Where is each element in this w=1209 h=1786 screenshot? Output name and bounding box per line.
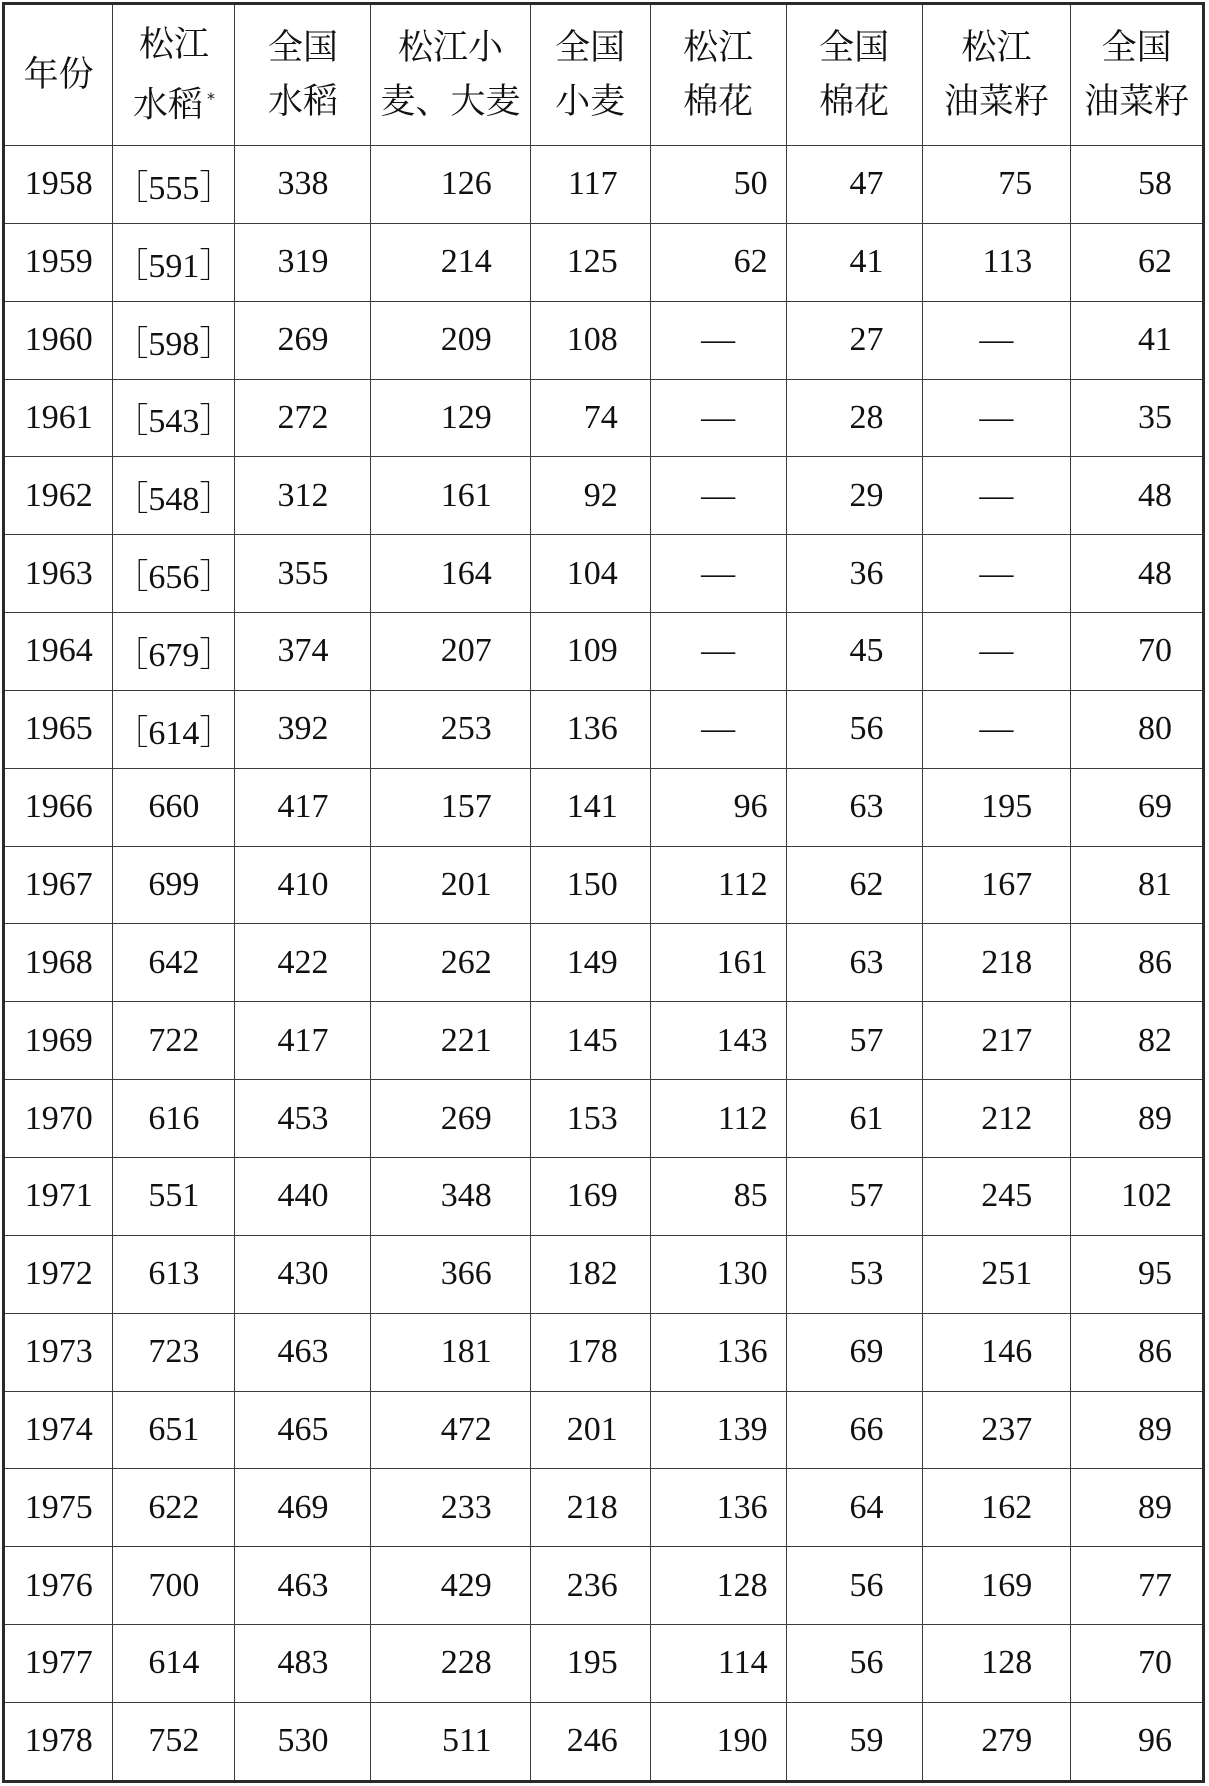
value-cell: 167 (922, 846, 1071, 924)
value-cell: 89 (1071, 1391, 1204, 1469)
value-cell: 41 (786, 223, 922, 301)
value-cell: 209 (371, 301, 530, 379)
year-cell: 1972 (4, 1235, 113, 1313)
value-cell: — (650, 535, 786, 613)
year-cell: 1978 (4, 1702, 113, 1781)
value-cell: ［555］ (113, 146, 235, 224)
value-cell: 102 (1071, 1157, 1204, 1235)
table-row (4, 301, 1204, 379)
value-cell: 207 (371, 613, 530, 691)
value-cell: 56 (786, 1625, 922, 1703)
value-cell: 85 (650, 1157, 786, 1235)
value-cell: 59 (786, 1702, 922, 1781)
column-header-line: 棉花 (819, 82, 890, 122)
value-cell: 70 (1071, 1625, 1204, 1703)
year-cell: 1961 (4, 379, 113, 457)
value-cell: 642 (113, 924, 235, 1002)
value-cell: 69 (1071, 768, 1204, 846)
value-cell: 62 (650, 223, 786, 301)
year-cell: 1964 (4, 613, 113, 691)
column-header-line: 松江小 (398, 28, 504, 68)
value-cell: 63 (786, 924, 922, 1002)
value-cell: 92 (530, 457, 650, 535)
value-cell: 472 (371, 1391, 530, 1469)
column-header-line: 棉花 (683, 82, 754, 122)
year-cell: 1965 (4, 690, 113, 768)
value-cell: 221 (371, 1002, 530, 1080)
table-row (4, 1469, 1204, 1547)
table-row (4, 1625, 1204, 1703)
column-header (786, 4, 922, 146)
value-cell: 269 (235, 301, 371, 379)
table-row (4, 1547, 1204, 1625)
column-header-line: 全国 (819, 28, 890, 68)
table-row (4, 846, 1204, 924)
table-body (4, 146, 1204, 1782)
value-cell: 82 (1071, 1002, 1204, 1080)
value-cell: 61 (786, 1080, 922, 1158)
value-cell: 233 (371, 1469, 530, 1547)
value-cell: 108 (530, 301, 650, 379)
column-header-line: 松江 (138, 24, 209, 65)
value-cell: 752 (113, 1702, 235, 1781)
value-cell: 162 (922, 1469, 1071, 1547)
value-cell: ［614］ (113, 690, 235, 768)
value-cell: 660 (113, 768, 235, 846)
column-header-line: 全国 (1101, 28, 1172, 68)
value-cell: ［543］ (113, 379, 235, 457)
value-cell: 89 (1071, 1469, 1204, 1547)
value-cell: 551 (113, 1157, 235, 1235)
value-cell: ［679］ (113, 613, 235, 691)
value-cell: 64 (786, 1469, 922, 1547)
value-cell: — (650, 613, 786, 691)
year-cell: 1967 (4, 846, 113, 924)
value-cell: — (922, 690, 1071, 768)
column-header-line: 年份 (23, 55, 94, 95)
value-cell: 190 (650, 1702, 786, 1781)
column-header (113, 4, 235, 146)
column-header (530, 4, 650, 146)
value-cell: 483 (235, 1625, 371, 1703)
value-cell: 80 (1071, 690, 1204, 768)
value-cell: 251 (922, 1235, 1071, 1313)
value-cell: 58 (1071, 146, 1204, 224)
value-cell: 112 (650, 846, 786, 924)
value-cell: — (922, 379, 1071, 457)
table-row (4, 146, 1204, 224)
value-cell: 48 (1071, 457, 1204, 535)
year-cell: 1959 (4, 223, 113, 301)
column-header (235, 4, 371, 146)
value-cell: 69 (786, 1313, 922, 1391)
year-cell: 1963 (4, 535, 113, 613)
value-cell: — (922, 301, 1071, 379)
value-cell: 440 (235, 1157, 371, 1235)
table-row (4, 1702, 1204, 1781)
value-cell: — (922, 613, 1071, 691)
value-cell: 146 (922, 1313, 1071, 1391)
value-cell: 28 (786, 379, 922, 457)
table-row (4, 924, 1204, 1002)
table-row (4, 613, 1204, 691)
value-cell: 29 (786, 457, 922, 535)
value-cell: 136 (650, 1469, 786, 1547)
value-cell: 453 (235, 1080, 371, 1158)
value-cell: 41 (1071, 301, 1204, 379)
value-cell: 62 (1071, 223, 1204, 301)
table-row (4, 1235, 1204, 1313)
column-header-line: 油菜籽 (943, 82, 1049, 122)
value-cell: 96 (650, 768, 786, 846)
value-cell: 214 (371, 223, 530, 301)
value-cell: 77 (1071, 1547, 1204, 1625)
value-cell: 149 (530, 924, 650, 1002)
value-cell: 246 (530, 1702, 650, 1781)
value-cell: 269 (371, 1080, 530, 1158)
value-cell: 145 (530, 1002, 650, 1080)
value-cell: 178 (530, 1313, 650, 1391)
value-cell: 429 (371, 1547, 530, 1625)
table-row (4, 768, 1204, 846)
value-cell: 348 (371, 1157, 530, 1235)
value-cell: 469 (235, 1469, 371, 1547)
column-header-line: 水稻 (267, 82, 338, 122)
value-cell: 530 (235, 1702, 371, 1781)
value-cell: 114 (650, 1625, 786, 1703)
value-cell: 139 (650, 1391, 786, 1469)
value-cell: 164 (371, 535, 530, 613)
value-cell: 253 (371, 690, 530, 768)
value-cell: 47 (786, 146, 922, 224)
table-row (4, 1002, 1204, 1080)
table-row (4, 1080, 1204, 1158)
column-header-line: 油菜籽 (1084, 82, 1190, 122)
value-cell: 422 (235, 924, 371, 1002)
value-cell: ［591］ (113, 223, 235, 301)
year-cell: 1968 (4, 924, 113, 1002)
value-cell: 366 (371, 1235, 530, 1313)
value-cell: ［548］ (113, 457, 235, 535)
value-cell: 201 (371, 846, 530, 924)
value-cell: 50 (650, 146, 786, 224)
value-cell: 57 (786, 1157, 922, 1235)
year-cell: 1976 (4, 1547, 113, 1625)
value-cell: — (650, 457, 786, 535)
value-cell: 374 (235, 613, 371, 691)
value-cell: 57 (786, 1002, 922, 1080)
value-cell: 45 (786, 613, 922, 691)
value-cell: — (650, 379, 786, 457)
column-header (922, 4, 1071, 146)
value-cell: 430 (235, 1235, 371, 1313)
value-cell: 129 (371, 379, 530, 457)
column-header-line: 全国 (555, 28, 626, 68)
value-cell: 75 (922, 146, 1071, 224)
value-cell: — (922, 457, 1071, 535)
value-cell: 62 (786, 846, 922, 924)
yield-comparison-table (2, 2, 1205, 1783)
value-cell: 465 (235, 1391, 371, 1469)
year-cell: 1958 (4, 146, 113, 224)
value-cell: 141 (530, 768, 650, 846)
value-cell: 96 (1071, 1702, 1204, 1781)
value-cell: 128 (650, 1547, 786, 1625)
value-cell: 66 (786, 1391, 922, 1469)
value-cell: 63 (786, 768, 922, 846)
table-row (4, 1157, 1204, 1235)
year-cell: 1970 (4, 1080, 113, 1158)
column-header-line: 小麦 (555, 82, 626, 122)
table-row (4, 223, 1204, 301)
year-cell: 1966 (4, 768, 113, 846)
value-cell: 723 (113, 1313, 235, 1391)
data-table-container (2, 2, 1205, 1783)
value-cell: 86 (1071, 924, 1204, 1002)
value-cell: 463 (235, 1547, 371, 1625)
value-cell: 236 (530, 1547, 650, 1625)
value-cell: 95 (1071, 1235, 1204, 1313)
value-cell: 53 (786, 1235, 922, 1313)
value-cell: 117 (530, 146, 650, 224)
column-header (1071, 4, 1204, 146)
value-cell: 355 (235, 535, 371, 613)
value-cell: 417 (235, 1002, 371, 1080)
value-cell: 112 (650, 1080, 786, 1158)
value-cell: 125 (530, 223, 650, 301)
value-cell: 218 (922, 924, 1071, 1002)
value-cell: 35 (1071, 379, 1204, 457)
value-cell: 126 (371, 146, 530, 224)
value-cell: 613 (113, 1235, 235, 1313)
value-cell: 312 (235, 457, 371, 535)
value-cell: 48 (1071, 535, 1204, 613)
value-cell: 217 (922, 1002, 1071, 1080)
year-cell: 1960 (4, 301, 113, 379)
value-cell: 70 (1071, 613, 1204, 691)
table-row (4, 690, 1204, 768)
value-cell: 81 (1071, 846, 1204, 924)
table-row (4, 457, 1204, 535)
value-cell: 161 (371, 457, 530, 535)
value-cell: 651 (113, 1391, 235, 1469)
year-cell: 1973 (4, 1313, 113, 1391)
year-cell: 1974 (4, 1391, 113, 1469)
value-cell: 195 (922, 768, 1071, 846)
value-cell: 128 (922, 1625, 1071, 1703)
table-row (4, 1391, 1204, 1469)
table-row (4, 379, 1204, 457)
footnote-marker: * (206, 88, 215, 108)
value-cell: 245 (922, 1157, 1071, 1235)
value-cell: 36 (786, 535, 922, 613)
value-cell: 218 (530, 1469, 650, 1547)
value-cell: 417 (235, 768, 371, 846)
column-header (371, 4, 530, 146)
value-cell: 136 (650, 1313, 786, 1391)
value-cell: 201 (530, 1391, 650, 1469)
value-cell: 319 (235, 223, 371, 301)
value-cell: 113 (922, 223, 1071, 301)
value-cell: 272 (235, 379, 371, 457)
value-cell: — (650, 301, 786, 379)
value-cell: 169 (922, 1547, 1071, 1625)
value-cell: 212 (922, 1080, 1071, 1158)
value-cell: 511 (371, 1702, 530, 1781)
year-cell: 1962 (4, 457, 113, 535)
header-row (4, 4, 1204, 146)
value-cell: 27 (786, 301, 922, 379)
value-cell: 237 (922, 1391, 1071, 1469)
column-header (650, 4, 786, 146)
value-cell: 56 (786, 690, 922, 768)
column-header-line: 麦、大麦 (380, 82, 521, 122)
value-cell: 195 (530, 1625, 650, 1703)
value-cell: ［598］ (113, 301, 235, 379)
column-header-text: 水稻 (132, 85, 203, 126)
value-cell: 150 (530, 846, 650, 924)
value-cell: 86 (1071, 1313, 1204, 1391)
value-cell: 392 (235, 690, 371, 768)
value-cell: 181 (371, 1313, 530, 1391)
value-cell: 169 (530, 1157, 650, 1235)
year-cell: 1969 (4, 1002, 113, 1080)
value-cell: 262 (371, 924, 530, 1002)
value-cell: 130 (650, 1235, 786, 1313)
year-cell: 1977 (4, 1625, 113, 1703)
column-header-line (113, 72, 234, 133)
value-cell: 622 (113, 1469, 235, 1547)
value-cell: 157 (371, 768, 530, 846)
value-cell: 279 (922, 1702, 1071, 1781)
value-cell: 109 (530, 613, 650, 691)
value-cell: 699 (113, 846, 235, 924)
column-header-line: 松江 (961, 28, 1032, 68)
value-cell: — (922, 535, 1071, 613)
value-cell: 182 (530, 1235, 650, 1313)
value-cell: 722 (113, 1002, 235, 1080)
table-row (4, 535, 1204, 613)
value-cell: 614 (113, 1625, 235, 1703)
year-cell: 1975 (4, 1469, 113, 1547)
table-header (4, 4, 1204, 146)
value-cell: ［656］ (113, 535, 235, 613)
table-row (4, 1313, 1204, 1391)
value-cell: 104 (530, 535, 650, 613)
year-cell: 1971 (4, 1157, 113, 1235)
value-cell: — (650, 690, 786, 768)
value-cell: 161 (650, 924, 786, 1002)
value-cell: 89 (1071, 1080, 1204, 1158)
value-cell: 74 (530, 379, 650, 457)
value-cell: 338 (235, 146, 371, 224)
value-cell: 700 (113, 1547, 235, 1625)
column-header-line: 松江 (683, 28, 754, 68)
value-cell: 616 (113, 1080, 235, 1158)
column-header-line: 全国 (267, 28, 338, 68)
value-cell: 56 (786, 1547, 922, 1625)
value-cell: 410 (235, 846, 371, 924)
value-cell: 143 (650, 1002, 786, 1080)
column-header (4, 4, 113, 146)
value-cell: 136 (530, 690, 650, 768)
value-cell: 463 (235, 1313, 371, 1391)
value-cell: 153 (530, 1080, 650, 1158)
value-cell: 228 (371, 1625, 530, 1703)
